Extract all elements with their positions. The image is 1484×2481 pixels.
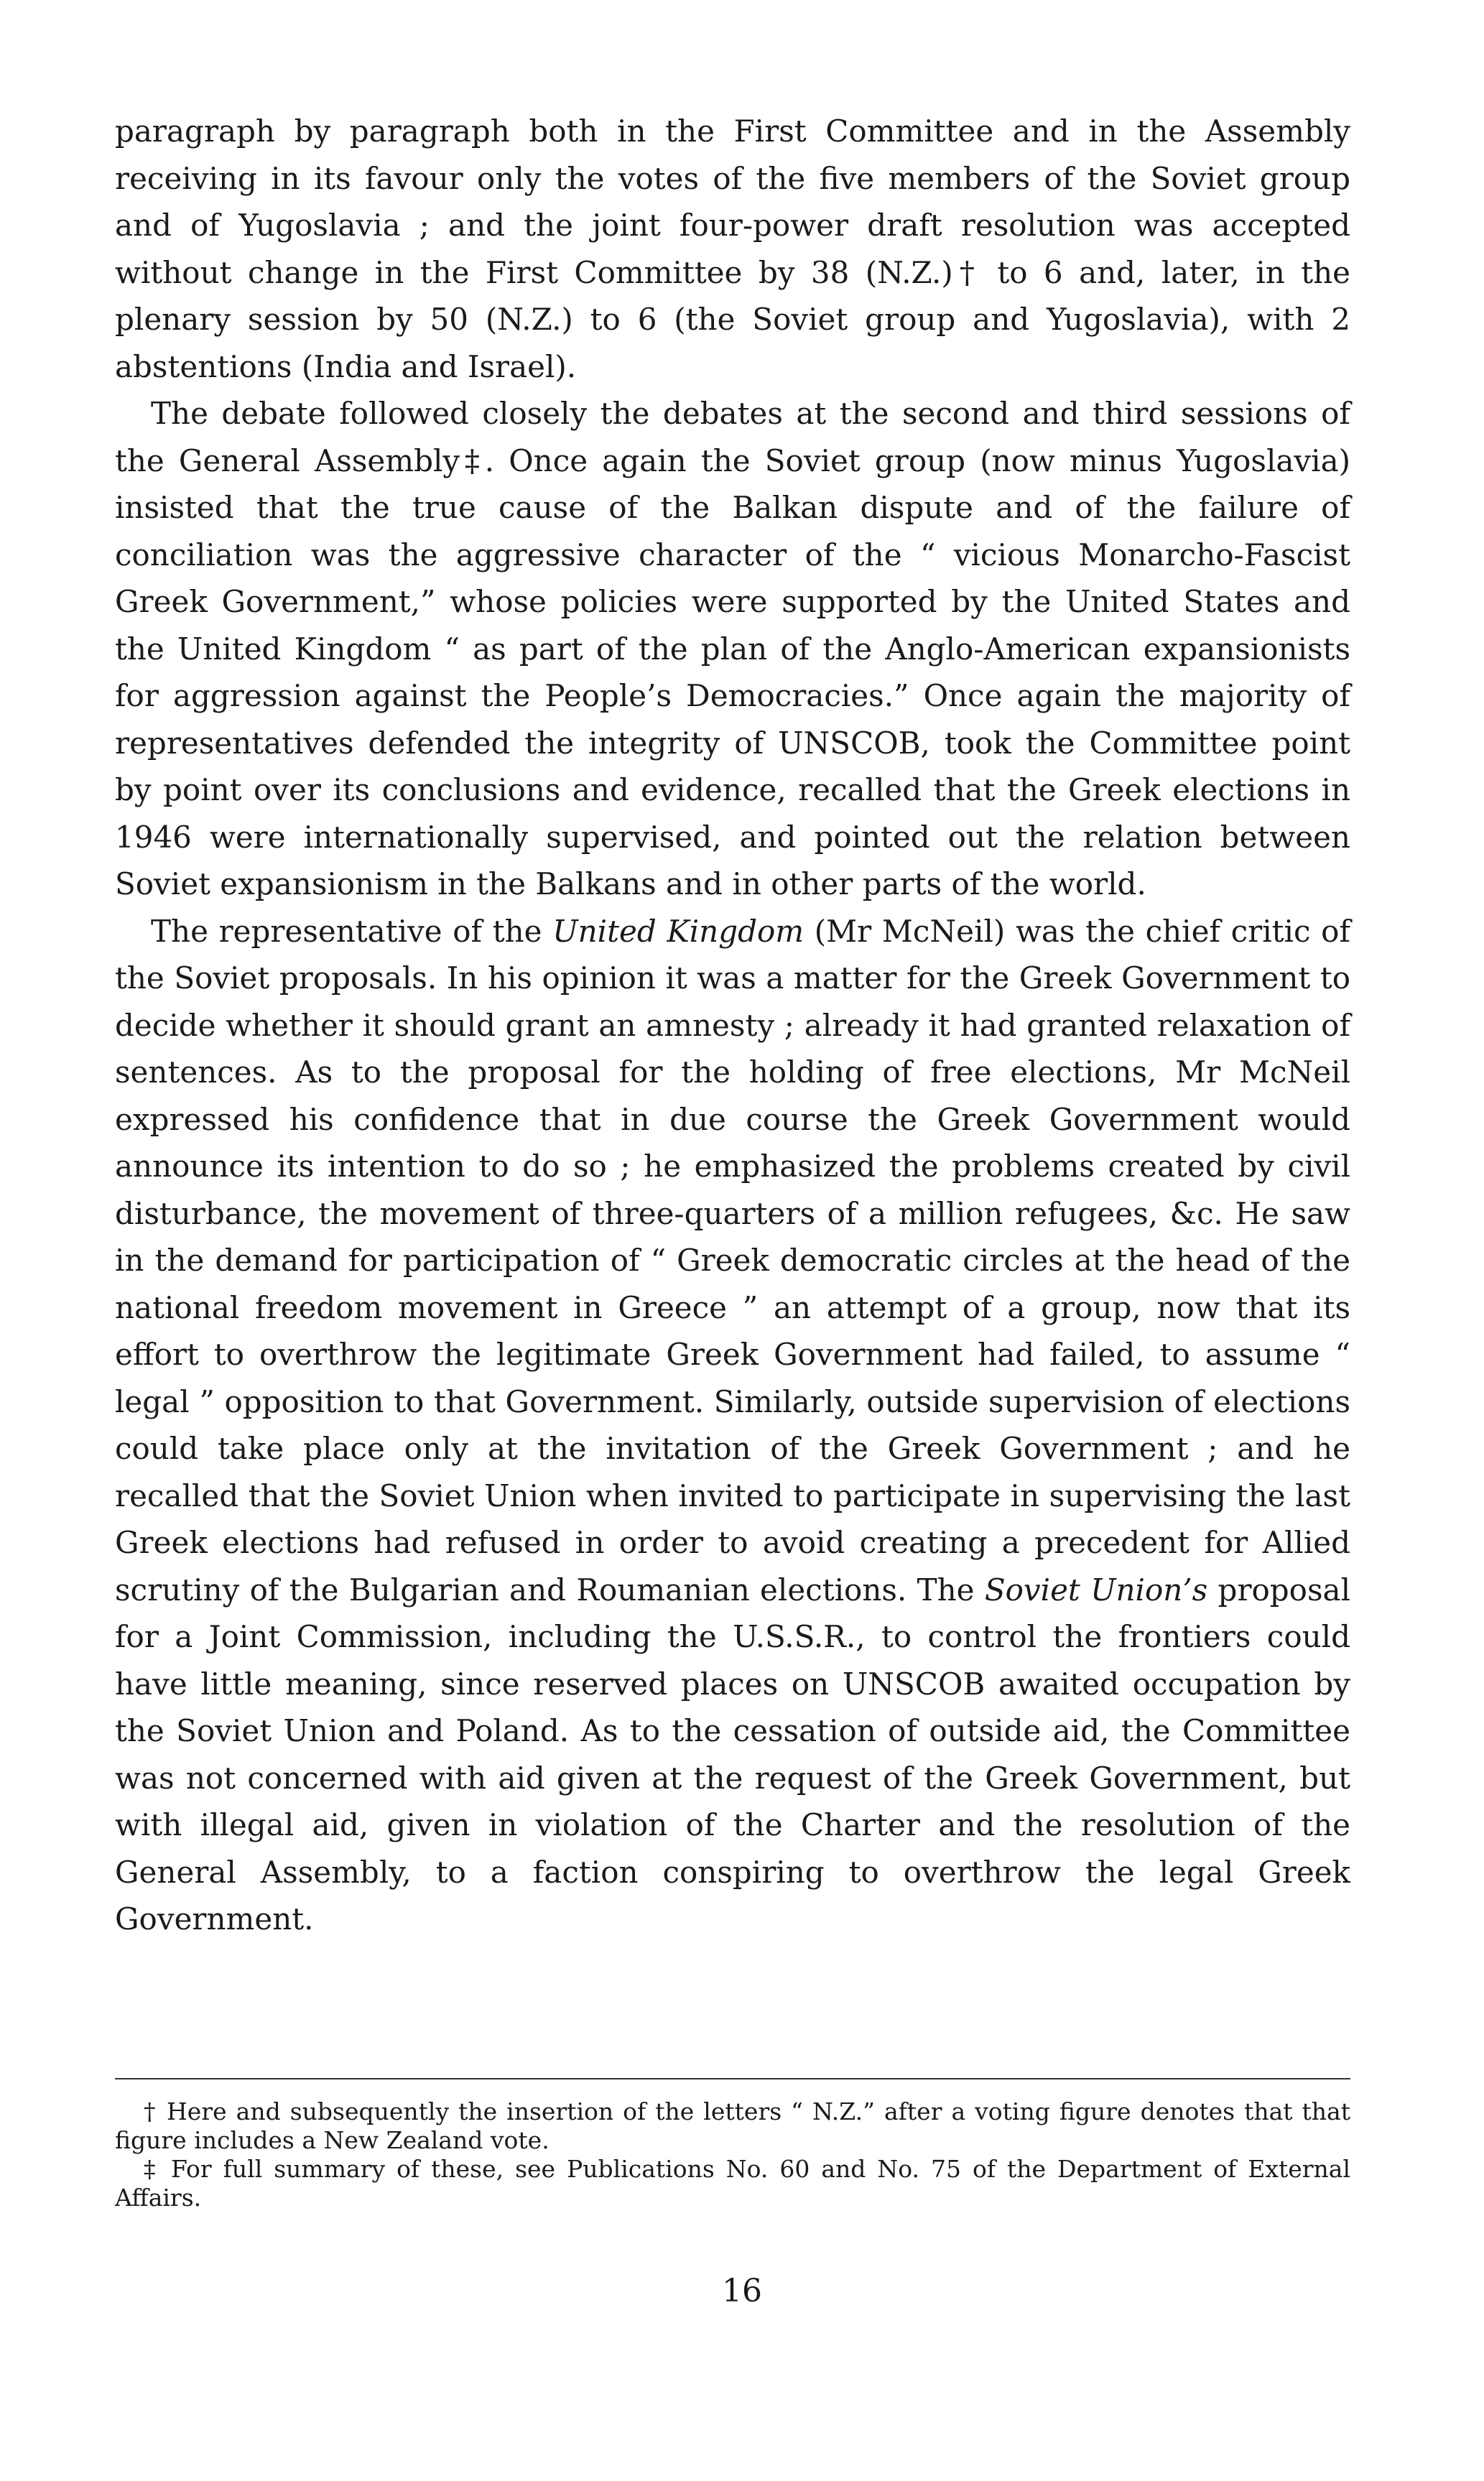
footnote-divider: [115, 2078, 1350, 2079]
paragraph-3-text-c: proposal for a Joint Commission, including the U.S.S.R., to control the frontiers could have little meaning, since reserved places on UNSCOB awaited occupation by the Soviet Union and Poland. As to the cessation of outside aid, the Committee was not concerned with aid given at the request of the Greek Government, but with illegal aid, given in violation of the Charter and the resolution of the General Assembly, to a faction conspiring to overthrow the legal Greek Government.: [115, 1572, 1350, 1937]
paragraph-3-italic-soviet-union: Soviet Union’s: [984, 1572, 1208, 1608]
paragraph-3-italic-united-kingdom: United Kingdom: [552, 913, 804, 949]
page-body: [115, 108, 1350, 1943]
body-paragraph-2: [115, 390, 1350, 908]
footnote-double-dagger: ‡ For full summary of these, see Publications No. 60 and No. 75 of the Department of External Affairs.: [115, 2155, 1350, 2212]
footnotes: [115, 2097, 1350, 2212]
paragraph-3-text-b: (Mr McNeil) was the chief critic of the Soviet proposals. In his opinion it was a matter for the Greek Government to decide whether it should grant an amnesty ; already it had granted relaxation of sentences. As to the proposal for the holding of free elections, Mr McNeil expressed his confidence that in due course the Greek Government would announce its intention to do so ; he emphasized the problems created by civil disturbance, the movement of three-quarters of a million refugees, &c. He saw in the demand for participation of “ Greek democratic circles at the head of the national freedom movement in Greece ” an attempt of a group, now that its effort to overthrow the legitimate Greek Government had failed, to assume “ legal ” opposition to that Government. Similarly, outside supervision of elections could take place only at the invitation of the Greek Government ; and he recalled that the Soviet Union when invited to participate in supervising the last Greek elections had refused in order to avoid creating a precedent for Allied scrutiny of the Bulgarian and Roumanian elections. The: [115, 913, 1351, 1608]
paragraph-2-text: The debate followed closely the debates at the second and third sessions of the General Assembly‡. Once again the Soviet group (now minus Yugoslavia) insisted that the true cause of the Balkan dispute and of the failure of conciliation was the aggressive character of the “ vicious Monarcho-Fascist Greek Government,” whose policies were supported by the United States and the United Kingdom “ as part of the plan of the Anglo-American expansionists for aggression against the People’s Democracies.” Once again the majority of representatives defended the integrity of UNSCOB, took the Committee point by point over its conclusions and evidence, recalled that the Greek elections in 1946 were internationally supervised, and pointed out the relation between Soviet expansionism in the Balkans and in other parts of the world.: [115, 396, 1350, 901]
paragraph-1-text: paragraph by paragraph both in the First Committee and in the Assembly receiving in its favour only the votes of the five members of the Soviet group and of Yugoslavia ; and the joint four-power draft resolution was accepted without change in the First Committee by 38 (N.Z.)† to 6 and, later, in the plenary session by 50 (N.Z.) to 6 (the Soviet group and Yugoslavia), with 2 abstentions (India and Israel).: [115, 113, 1350, 384]
footnote-dagger: † Here and subsequently the insertion of the letters “ N.Z.” after a voting figure denotes that that figure includes a New Zealand vote.: [115, 2097, 1350, 2154]
page-number: 16: [722, 2273, 762, 2309]
paragraph-3-text-a: The representative of the: [151, 913, 553, 949]
body-paragraph-3: [115, 908, 1350, 1943]
body-paragraph-1: [115, 108, 1350, 390]
